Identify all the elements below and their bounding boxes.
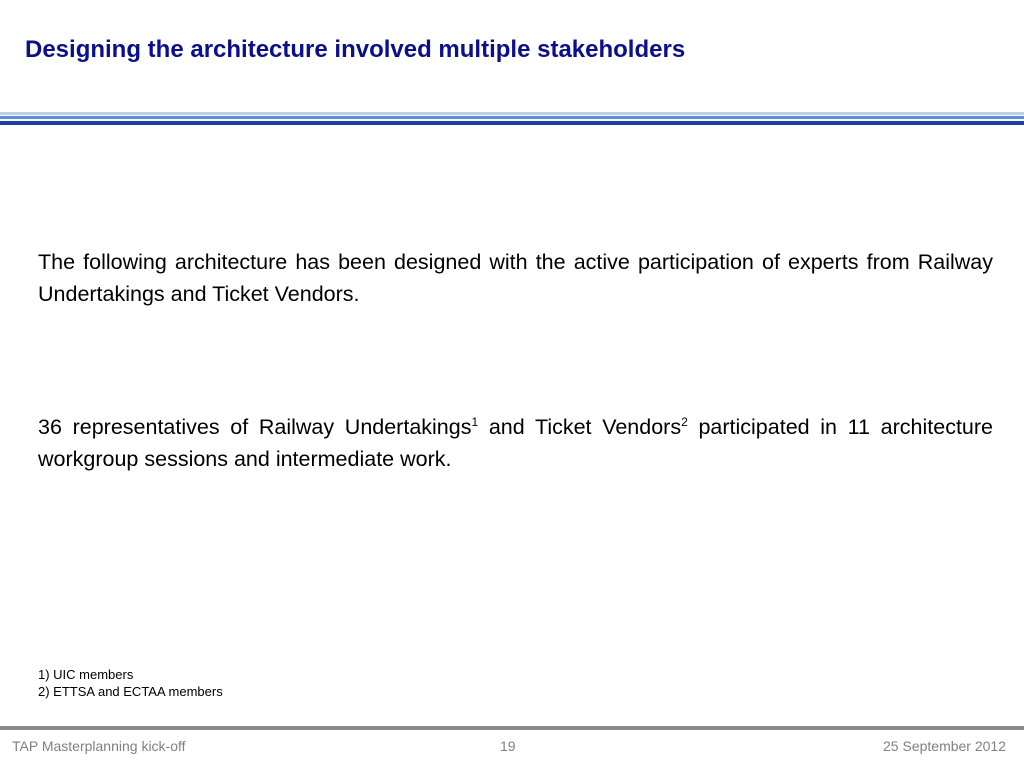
header-rule-dark — [0, 121, 1024, 125]
footer-date: 25 September 2012 — [883, 738, 1006, 754]
header-rule-light — [0, 112, 1024, 115]
body-paragraph-2 — [38, 411, 993, 475]
footnotes — [38, 666, 223, 700]
footer-bar — [0, 726, 1024, 730]
paragraph-2-text-part-3: participated in 11 architecture workgroup sessions and intermediate work. — [38, 415, 993, 471]
footnote-2: 2) ETTSA and ECTAA members — [38, 684, 223, 699]
footnote-1: 1) UIC members — [38, 667, 134, 682]
footer-page-number: 19 — [500, 738, 516, 754]
footnote-ref-2: 2 — [681, 414, 688, 429]
footnote-ref-1: 1 — [471, 414, 479, 429]
body-paragraph-1: The following architecture has been designed with the active participation of experts from Railway Undertakings and Ticket Vendors. — [38, 250, 993, 306]
footer-presentation-title: TAP Masterplanning kick-off — [12, 738, 186, 754]
header-rule-mid — [0, 116, 1024, 119]
slide-title: Designing the architecture involved multiple stakeholders — [25, 36, 686, 63]
paragraph-2-text-part-2: and Ticket Vendors — [478, 415, 682, 439]
paragraph-2-text-part-1: 36 representatives of Railway Undertakings — [38, 415, 472, 439]
